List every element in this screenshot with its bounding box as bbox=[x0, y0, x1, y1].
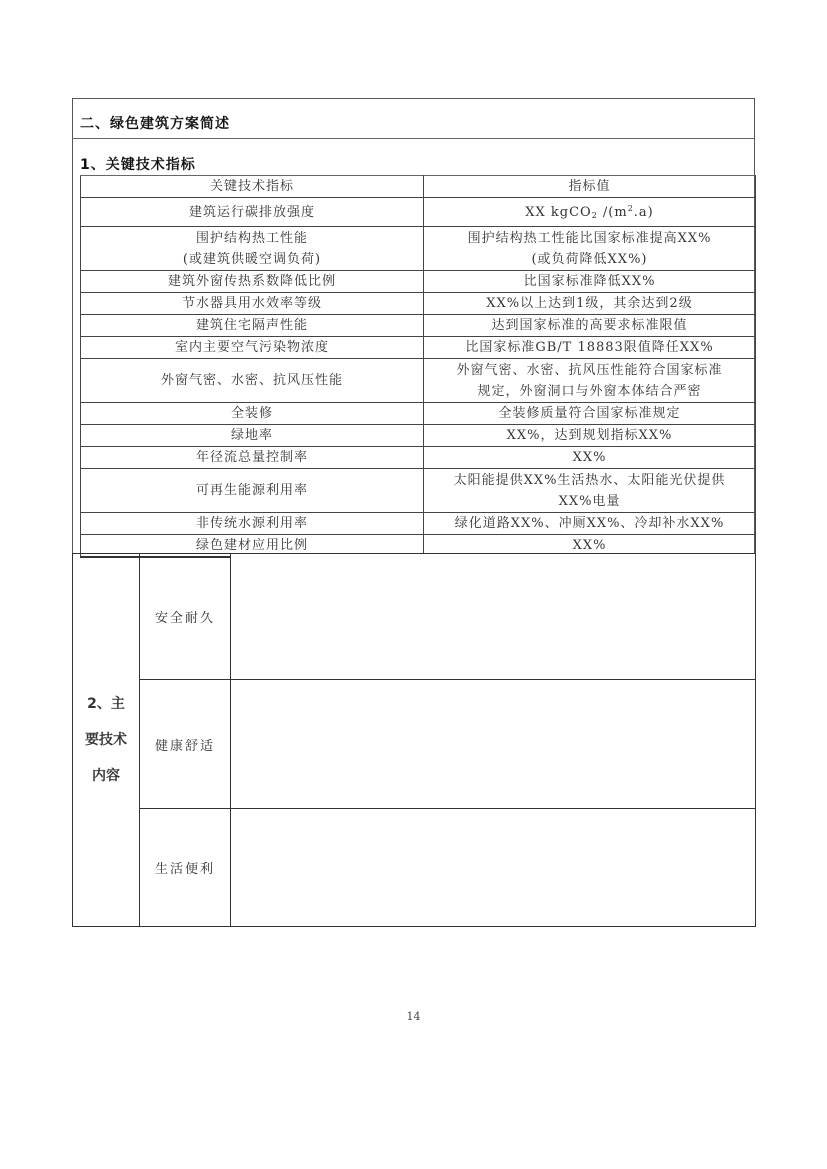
category-living-convenience: 生活便利 bbox=[140, 809, 231, 927]
indicator-cell: 室内主要空气污染物浓度 bbox=[81, 337, 424, 359]
indicator-cell: 全装修 bbox=[81, 403, 424, 425]
value-cell: XX% bbox=[424, 447, 756, 469]
value-line: 规定，外窗洞口与外窗本体结合严密 bbox=[477, 383, 702, 399]
page-number: 14 bbox=[406, 1010, 421, 1023]
value-line: (或负荷降低XX%) bbox=[531, 251, 648, 267]
value-line: XX%电量 bbox=[558, 493, 621, 509]
group-label-line: 要技术 bbox=[85, 732, 127, 748]
group-label-line: 内容 bbox=[92, 768, 120, 784]
indicator-cell: 非传统水源利用率 bbox=[81, 513, 424, 535]
key-indicators-title: 1、关键技术指标 bbox=[80, 157, 196, 173]
indicator-cell: 建筑外窗传热系数降低比例 bbox=[81, 271, 424, 293]
value-cell bbox=[424, 198, 756, 227]
table-row bbox=[73, 680, 756, 809]
indicator-cell bbox=[81, 227, 424, 271]
indicator-cell: 绿色建材应用比例 bbox=[81, 535, 424, 558]
category-safety-durability: 安全耐久 bbox=[140, 554, 231, 680]
value-cell bbox=[424, 469, 756, 513]
subscript: 2 bbox=[591, 211, 598, 220]
section-divider bbox=[72, 138, 755, 139]
group-label-line: 2、主 bbox=[87, 696, 125, 712]
value-text: /(m bbox=[597, 205, 628, 220]
indicator-cell: 建筑运行碳排放强度 bbox=[81, 198, 424, 227]
table-row bbox=[81, 513, 756, 535]
indicator-line: 围护结构热工性能 bbox=[195, 230, 308, 246]
indicator-cell: 可再生能源利用率 bbox=[81, 469, 424, 513]
table-row bbox=[81, 469, 756, 513]
health-comfort-content[interactable] bbox=[231, 680, 756, 809]
table-row bbox=[81, 198, 756, 227]
table-row bbox=[81, 359, 756, 403]
table-row bbox=[81, 447, 756, 469]
table-row bbox=[81, 315, 756, 337]
table-row bbox=[81, 293, 756, 315]
value-text: XX kgCO bbox=[525, 205, 592, 220]
section-title: 二、绿色建筑方案简述 bbox=[80, 116, 230, 132]
main-tech-group-label bbox=[73, 554, 140, 927]
indicator-cell: 年径流总量控制率 bbox=[81, 447, 424, 469]
living-convenience-content[interactable] bbox=[231, 809, 756, 927]
value-cell bbox=[424, 359, 756, 403]
indicator-cell: 外窗气密、水密、抗风压性能 bbox=[81, 359, 424, 403]
category-health-comfort: 健康舒适 bbox=[140, 680, 231, 809]
indicator-cell: 绿地率 bbox=[81, 425, 424, 447]
table-row bbox=[81, 425, 756, 447]
value-cell bbox=[424, 227, 756, 271]
value-cell: 比国家标准GB/T 18883限值降任XX% bbox=[424, 337, 756, 359]
value-line: 围护结构热工性能比国家标准提高XX% bbox=[467, 230, 712, 246]
value-line: 外窗气密、水密、抗风压性能符合国家标准 bbox=[456, 362, 723, 378]
table-row bbox=[81, 403, 756, 425]
table-row bbox=[81, 337, 756, 359]
value-line: 太阳能提供XX%生活热水、太阳能光伏提供 bbox=[453, 472, 726, 488]
superscript: 2 bbox=[627, 204, 634, 213]
table-row bbox=[73, 554, 756, 680]
main-tech-table bbox=[72, 553, 756, 927]
value-cell: 绿化道路XX%、冲厕XX%、冷却补水XX% bbox=[424, 513, 756, 535]
indicator-cell: 节水器具用水效率等级 bbox=[81, 293, 424, 315]
header-indicator: 关键技术指标 bbox=[81, 176, 424, 198]
indicator-cell: 建筑住宅隔声性能 bbox=[81, 315, 424, 337]
safety-durability-content[interactable] bbox=[231, 554, 756, 680]
value-cell: 比国家标准降低XX% bbox=[424, 271, 756, 293]
header-value: 指标值 bbox=[424, 176, 756, 198]
value-cell: 达到国家标准的高要求标准限值 bbox=[424, 315, 756, 337]
value-cell: XX%以上达到1级，其余达到2级 bbox=[424, 293, 756, 315]
value-cell: 全装修质量符合国家标准规定 bbox=[424, 403, 756, 425]
value-cell: XX% bbox=[424, 535, 756, 558]
table-row bbox=[81, 271, 756, 293]
key-indicators-table bbox=[80, 175, 756, 558]
table-row bbox=[81, 227, 756, 271]
table-header-row bbox=[81, 176, 756, 198]
value-text: .a) bbox=[633, 205, 654, 220]
table-row bbox=[73, 809, 756, 927]
value-cell: XX%，达到规划指标XX% bbox=[424, 425, 756, 447]
indicator-line: (或建筑供暖空调负荷) bbox=[182, 251, 322, 267]
